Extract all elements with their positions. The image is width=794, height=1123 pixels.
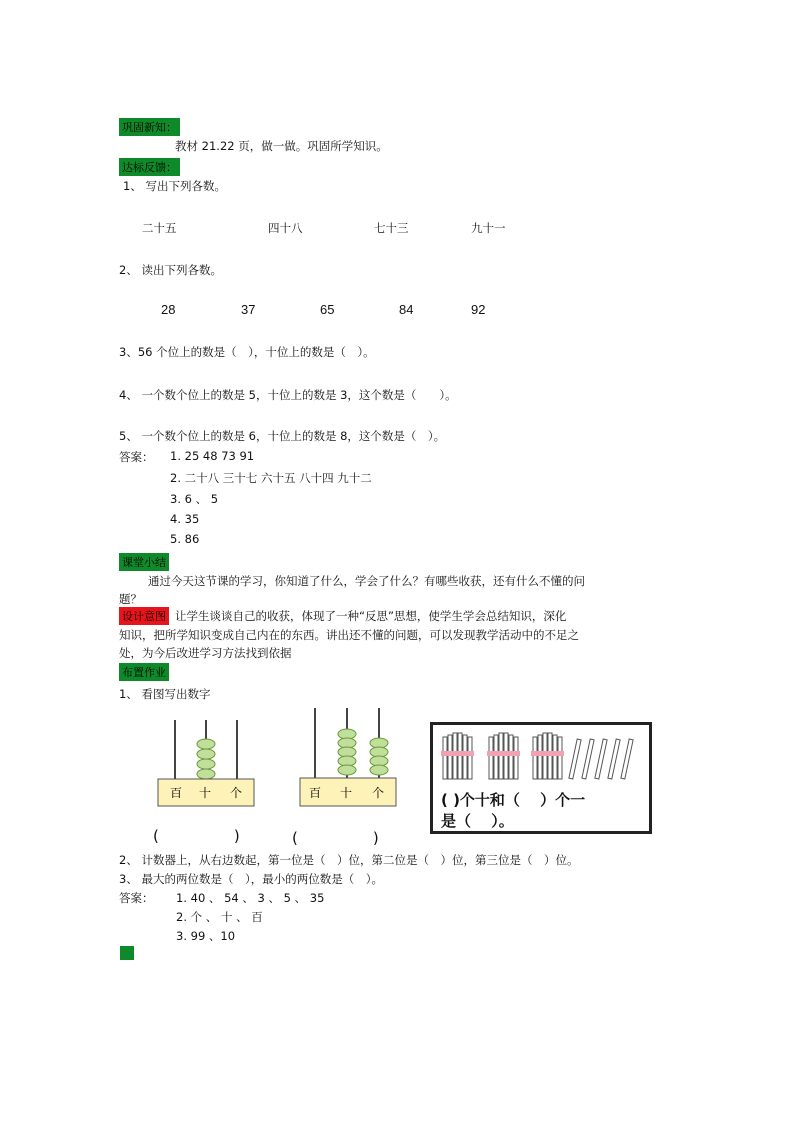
q4-text: 4、 一个数个位上的数是 5，十位上的数是 3，这个数是（ ）。: [119, 388, 457, 402]
stick-bundles: [433, 727, 649, 787]
abacus-label-hundreds: 百: [170, 786, 183, 800]
q1-label: 1、 写出下列各数。: [123, 179, 226, 193]
answer-1: 1. 25 48 73 91: [170, 449, 255, 463]
q2-item: 37: [241, 302, 256, 317]
abacus-1-answer-blank: ( ): [153, 827, 240, 845]
consolidate-text: 教材 21.22 页，做一做。巩固所学知识。: [175, 139, 388, 153]
design-title: 设计意图: [119, 607, 169, 625]
hw-answer-2: 2. 个 、 十 、 百: [176, 910, 263, 924]
abacus-label-hundreds: 百: [309, 786, 322, 800]
hw-q3-text: 3、 最大的两位数是（ ），最小的两位数是（ ）。: [119, 872, 383, 886]
summary-line-1: 通过今天这节课的学习，你知道了什么，学会了什么？有哪些收获，还有什么不懂的问: [148, 574, 585, 588]
abacus-beads-tens: [338, 729, 356, 775]
bundle-of-ten: [531, 733, 564, 779]
bundle-of-ten: [487, 733, 520, 779]
hw-answer-3: 3. 99 、10: [176, 929, 236, 943]
answer-4: 4. 35: [170, 512, 200, 526]
abacus-label-tens: 十: [340, 786, 353, 800]
q3-text: 3、56 个位上的数是（ ），十位上的数是（ ）。: [119, 345, 375, 359]
bundle-question-line-1: ( )个十和（ ）个一: [441, 791, 586, 809]
design-line-1: 让学生谈谈自己的收获，体现了一种“反思”思想，使学生学会总结知识，深化: [175, 609, 567, 623]
abacus-label-tens: 十: [199, 786, 212, 800]
hw-q2-text: 2、 计数器上，从右边数起，第一位是（ ）位，第二位是（ ）位，第三位是（ ）位。: [119, 853, 579, 867]
answer-2: 2. 二十八 三十七 六十五 八十四 九十二: [170, 471, 372, 485]
answer-5: 5. 86: [170, 532, 200, 546]
hw-q1-text: 1、 看图写出数字: [119, 687, 211, 701]
summary-title: 课堂小结: [119, 553, 169, 571]
design-line-3: 处，为今后改进学习方法找到依据: [119, 646, 292, 660]
q1-item: 四十八: [268, 221, 303, 235]
q2-item: 84: [399, 302, 414, 317]
homework-title: 布置作业: [119, 663, 169, 681]
abacus-beads-ones: [370, 738, 388, 775]
answers-label: 答案：: [119, 450, 154, 464]
bundle-question-line-2: 是（ ）。: [441, 812, 514, 830]
answer-3: 3. 6 、 5: [170, 492, 219, 506]
abacus-2: [297, 706, 401, 808]
q2-item: 28: [161, 302, 176, 317]
bundle-picture: [430, 722, 652, 834]
bundle-of-ten: [441, 733, 474, 779]
abacus-1: [155, 716, 260, 808]
q1-item: 二十五: [142, 221, 177, 235]
abacus-label-ones: 个: [230, 786, 243, 800]
q2-item: 65: [320, 302, 335, 317]
abacus-2-answer-blank: ( ): [292, 829, 379, 847]
assessment-title: 达标反馈：: [119, 158, 180, 176]
q1-item: 七十三: [374, 221, 409, 235]
summary-line-2: 题？: [119, 592, 142, 606]
hw-answer-1: 1. 40 、 54 、 3 、 5 、 35: [176, 891, 325, 905]
hw-answers-label: 答案：: [119, 891, 154, 905]
design-line-2: 知识，把所学知识变成自己内在的东西。讲出还不懂的问题，可以发现教学活动中的不足之: [119, 628, 579, 642]
q5-text: 5、 一个数个位上的数是 6，十位上的数是 8，这个数是（ ）。: [119, 429, 446, 443]
abacus-beads-tens: [197, 739, 215, 779]
consolidate-title: 巩固新知：: [119, 118, 180, 136]
q2-item: 92: [471, 302, 486, 317]
q2-label: 2、 读出下列各数。: [119, 263, 222, 277]
abacus-label-ones: 个: [372, 786, 385, 800]
q1-item: 九十一: [471, 221, 506, 235]
single-sticks: [569, 739, 633, 779]
green-square-marker: [120, 946, 134, 960]
